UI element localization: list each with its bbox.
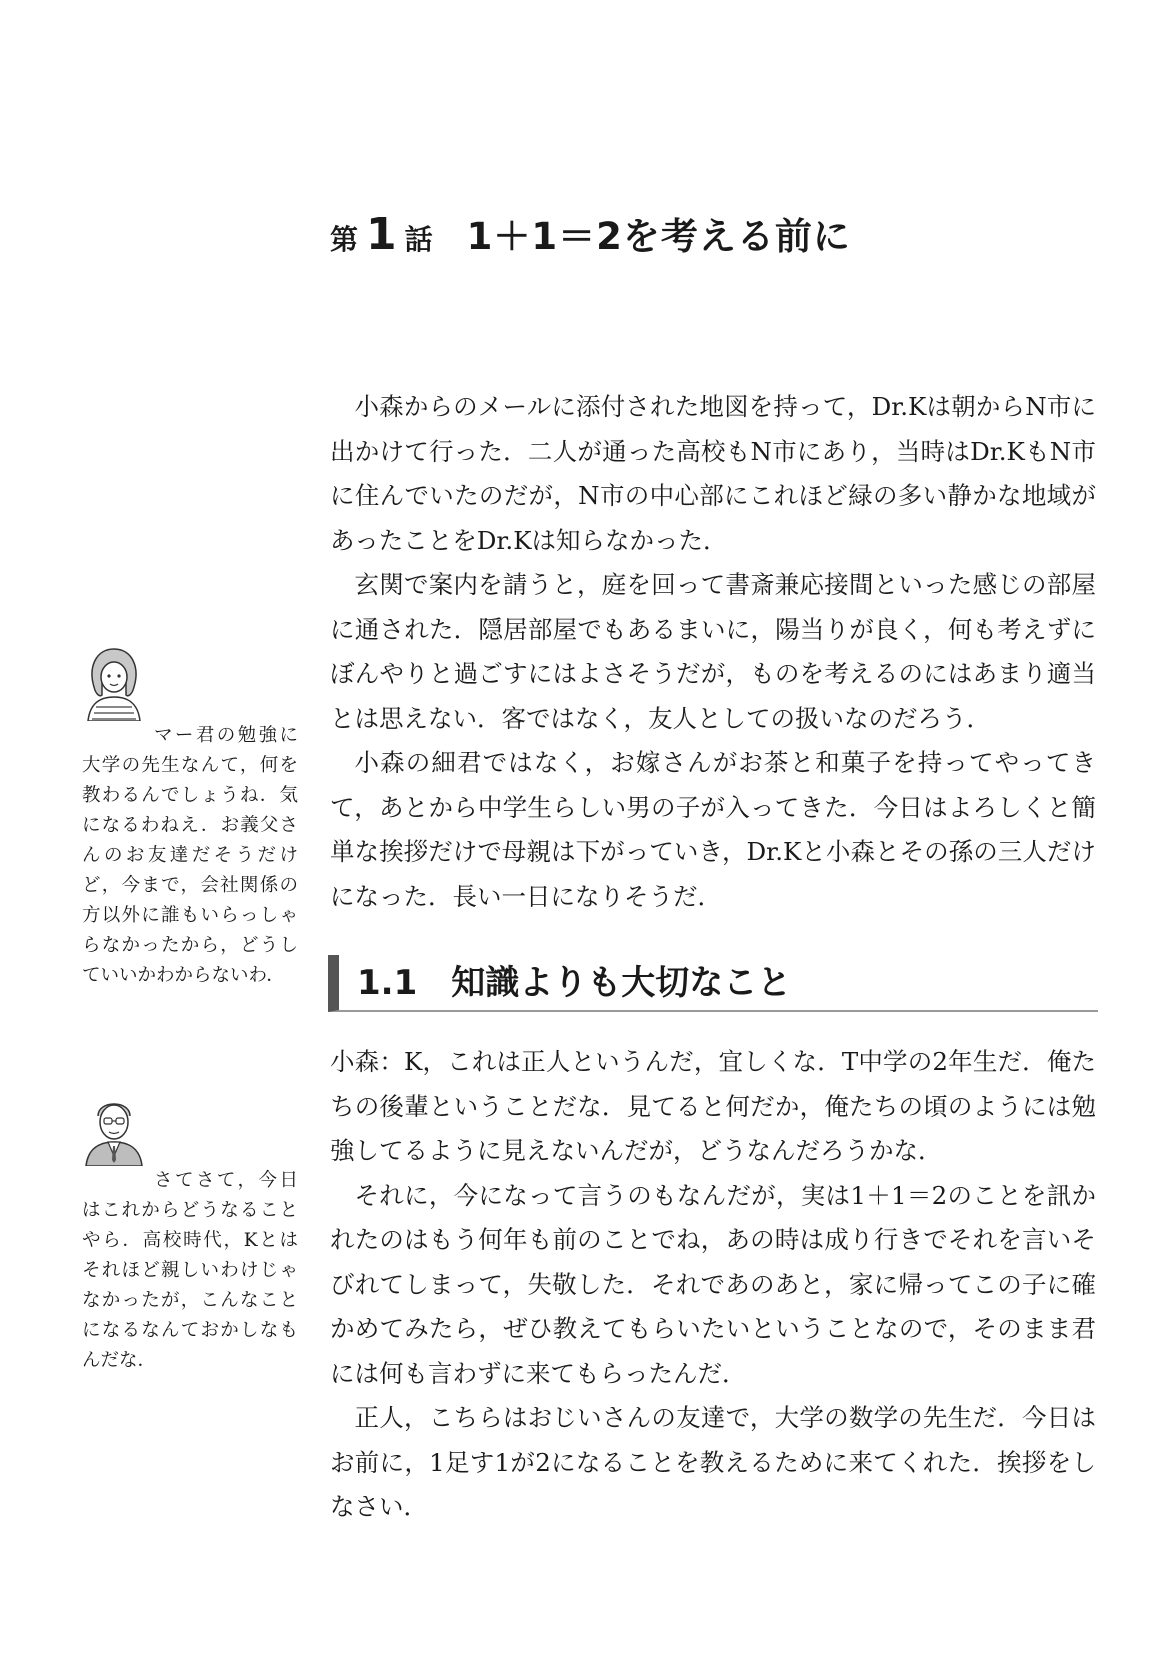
margin-note — [82, 645, 298, 991]
chapter-name: 1＋1＝2を考える前に — [466, 215, 851, 258]
paragraph: 玄関で案内を請うと，庭を回って書斎兼応接間といった感じの部屋に通された．隠居部屋でもあるまいに，陽当りが良く，何も考えずにぼんやりと過ごすにはよさそうだが，ものを考えるのにはあまり適当とは思えない．客ではなく，友人としての扱いなのだろう． — [330, 570, 1096, 733]
speaker-name: 小森 — [330, 1047, 380, 1076]
paragraph: それに，今になって言うのもなんだが，実は1＋1＝2のことを訊かれたのはもう何年も前のことでね，あの時は成り行きでそれを言いそびれてしまって，失敬した．それであのあと，家に帰ってこの子に確かめてみたら，ぜひ教えてもらいたいということなので，そのまま君には何も言わずに来てもらったんだ． — [330, 1180, 1096, 1388]
intro-text — [330, 385, 1096, 919]
margin-note-text: マー君の勉強に大学の先生なんて，何を教わるんでしょうね．気になるわねえ．お義父さんのお友達だそうだけど，今まで，会社関係の方以外に誰もいらっしゃらなかったから，どうしていいかわからないわ． — [82, 725, 298, 986]
paragraph: 小森の細君ではなく，お嫁さんがお茶と和菓子を持ってやってきて，あとから中学生らしい男の子が入ってきた．今日はよろしくと簡単な挨拶だけで母親は下がっていき，Dr.Kと小森とその孫の三人だけになった．長い一日になりそうだ． — [330, 748, 1096, 911]
dialogue-line — [330, 1040, 1096, 1174]
paragraph: 小森からのメールに添付された地図を持って，Dr.Kは朝からN市に出かけて行った．二人が通った高校もN市にあり，当時はDr.KもN市に住んでいたのだが，N市の中心部にこれほど緑の多い静かな地域があったことをDr.Kは知らなかった． — [330, 392, 1096, 555]
section-heading — [328, 955, 1098, 1012]
paragraph: 正人，こちらはおじいさんの友達で，大学の数学の先生だ．今日はお前に，1足す1が2になることを教えるために来てくれた．挨拶をしなさい． — [330, 1403, 1096, 1521]
dialogue-text: K，これは正人というんだ，宜しくな．T中学の2年生だ．俺たちの後輩ということだな．見てると何だか，俺たちの頃のようには勉強してるように見えないんだが，どうなんだろうかな． — [330, 1047, 1097, 1165]
old-man-avatar-icon — [82, 1090, 146, 1166]
chapter-suffix: 話 — [404, 223, 433, 256]
section-text — [330, 1040, 1096, 1530]
section-title: 知識よりも大切なこと — [451, 963, 792, 1003]
chapter-number: 1 — [366, 209, 397, 260]
chapter-title — [330, 205, 1130, 270]
margin-note — [82, 1090, 298, 1376]
section-number: 1.1 — [357, 963, 418, 1003]
chapter-prefix: 第 — [330, 223, 359, 256]
woman-avatar-icon — [82, 645, 146, 721]
margin-note-text: さてさて，今日はこれからどうなることやら．高校時代，Kとはそれほど親しいわけじゃなかったが，こんなことになるなんておかしなもんだな． — [82, 1170, 298, 1371]
speaker-separator: ： — [379, 1047, 405, 1076]
